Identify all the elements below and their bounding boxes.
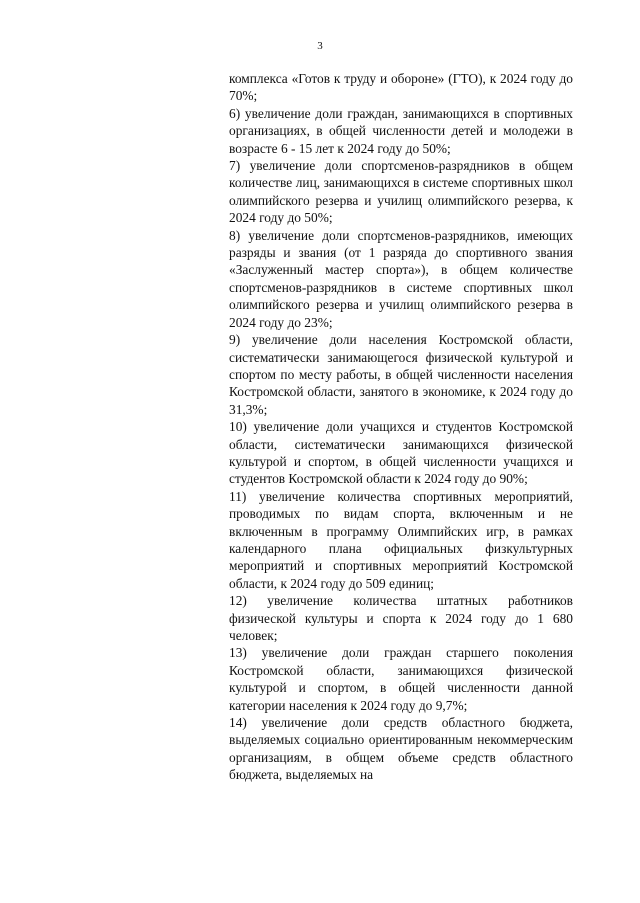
- paragraph-item-9: 9) увеличение доли населения Костромской области, систематически занимающегося физической культурой и спортом по месту работы, в общей численности населения Костромской области, занятого в экономике, к 2024 году до 31,3%;: [229, 332, 573, 417]
- paragraph-item-14: 14) увеличение доли средств областного бюджета, выделяемых социально ориентированным некоммерческим организациям, в общем объеме средств областного бюджета, выделяемых на: [229, 715, 573, 783]
- paragraph-item-12: 12) увеличение количества штатных работников физической культуры и спорта к 2024 году до 1 680 человек;: [229, 593, 573, 643]
- paragraph-item-7: 7) увеличение доли спортсменов-разрядников в общем количестве лиц, занимающихся в системе спортивных школ олимпийского резерва и училищ олимпийского резерва, к 2024 году до 50%;: [229, 158, 573, 226]
- document-body: [229, 70, 573, 784]
- paragraph-item-8: 8) увеличение доли спортсменов-разрядников, имеющих разряды и звания (от 1 разряда до спортивного звания «Заслуженный мастер спорта»), в общем количестве спортсменов-разрядников в системе спортивных школ олимпийского резерва и училищ олимпийского резерва в 2024 году до 23%;: [229, 227, 573, 330]
- paragraph-item-6: 6) увеличение доли граждан, занимающихся в спортивных организациях, в общей численности детей и молодежи в возрасте 6 - 15 лет к 2024 году до 50%;: [229, 105, 573, 156]
- paragraph-item-13: 13) увеличение доли граждан старшего поколения Костромской области, занимающихся физической культурой и спортом, в общей численности данной категории населения к 2024 году до 9,7%;: [229, 645, 573, 713]
- paragraph-continuation-5: комплекса «Готов к труду и обороне» (ГТО), к 2024 году до 70%;: [229, 71, 573, 104]
- page-number: 3: [317, 40, 323, 52]
- paragraph-item-10: 10) увеличение доли учащихся и студентов Костромской области, систематически занимающихся физической культурой и спортом, в общей численности учащихся и студентов Костромской области к 2024 году до 90%;: [229, 419, 573, 487]
- paragraph-item-11: 11) увеличение количества спортивных мероприятий, проводимых по видам спорта, включенным и не включенным в программу Олимпийских игр, в рамках календарного плана официальных физкультурных мероприятий и спортивных мероприятий Костромской области, к 2024 году до 509 единиц;: [229, 488, 573, 591]
